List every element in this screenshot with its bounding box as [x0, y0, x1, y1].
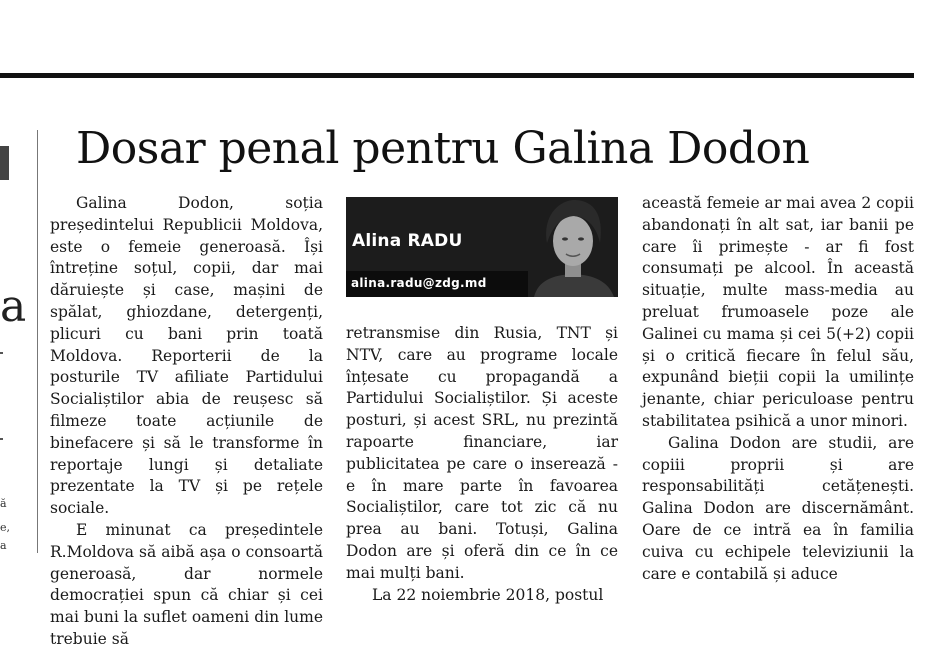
- previous-article-edge: [0, 130, 40, 553]
- author-byline-box: [346, 197, 618, 297]
- column-divider: [37, 130, 38, 553]
- author-name: Alina RADU: [352, 231, 463, 251]
- top-rule: [0, 73, 914, 78]
- sidebar-large-letter: a: [0, 281, 27, 332]
- sidebar-text-fragment: e,: [0, 521, 11, 534]
- sidebar-tick: [0, 438, 3, 440]
- article-column-3: [642, 193, 914, 585]
- article-headline: Dosar penal pentru Galina Dodon: [76, 123, 810, 174]
- paragraph: E minunat ca președintele R.Moldova să aibă așa o consoartă generoasă, dar normele democrației spun că chiar și cei mai buni la suflet oameni din lume trebuie să: [50, 520, 323, 648]
- sidebar-text-fragment: ă: [0, 497, 7, 510]
- paragraph: La 22 noiembrie 2018, postul: [372, 585, 604, 604]
- paragraph: Galina Dodon, soția președintelui Republicii Moldova, este o femeie generoasă. Își întreține soțul, copii, dar mai dăruiește și case, mașini de spălat, ghiozdane, detergenți, plicuri cu bani prin toată Moldova. Reporterii de la posturile TV afiliate Partidului Socialiștilor abia de reușesc să filmeze toate acțiunile de binefacere și să le transforme în reportaje lungi și detaliate prezentate la TV și pe rețele sociale.: [50, 194, 323, 518]
- author-email[interactable]: alina.radu@zdg.md: [351, 276, 487, 290]
- author-photo: [528, 197, 618, 297]
- paragraph: retransmise din Rusia, TNT și NTV, care au programe locale înțesate cu propagandă a Partidului Socialiștilor. Și aceste posturi, și acest SRL, nu prezintă rapoarte financiare, iar publicitatea pe care o inserează - e în mare parte în favoarea Socialiștilor, care tot zic că nu prea au bani. Totuși, Galina Dodon are și oferă din ce în ce mai mulți bani.: [346, 324, 618, 582]
- sidebar-text-fragment: a: [0, 539, 7, 552]
- sidebar-tick: [0, 352, 3, 354]
- paragraph: Galina Dodon are studii, are copiii proprii și are responsabilități cetățenești. Galina Dodon are discernământ. Oare de ce intră ea în familia cuiva cu echipele televiziunii la care e contabilă și aduce: [642, 433, 914, 583]
- paragraph: această femeie ar mai avea 2 copii abandonați în alt sat, iar banii pe care îi primește - ar fi fost consumați pe alcool. În această situație, multe mass-media au preluat frumoasele poze ale Galinei cu mama și cei 5(+2) copii și o critică fiecare în felul său, expunând bieții copii la umilințe jenante, chiar periculoase pentru stabilitatea psihică a unor minori.: [642, 194, 914, 430]
- article-column-2: [346, 323, 618, 606]
- sidebar-dark-block: [0, 146, 9, 180]
- article-column-1: [50, 193, 323, 651]
